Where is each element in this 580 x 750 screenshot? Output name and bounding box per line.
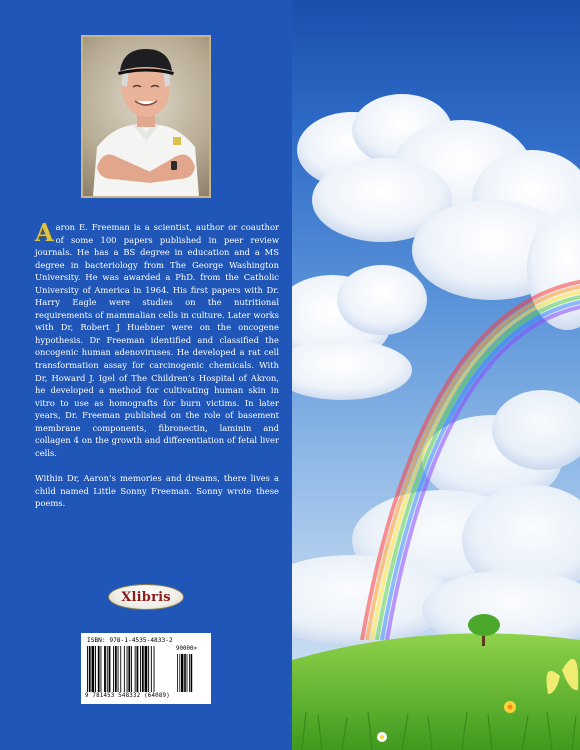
barcode-bar bbox=[142, 646, 144, 692]
barcode-bar bbox=[154, 646, 155, 692]
barcode-bar bbox=[104, 646, 106, 692]
barcode-addon-digits: (64089) bbox=[144, 693, 170, 699]
barcode-addon-bar bbox=[181, 654, 183, 692]
barcode-addon-bar bbox=[179, 654, 180, 692]
bio-paragraph-2: Within Dr, Aaron’s memories and dreams, there lives a child named Little Sonny Freeman. Sonny wrote these poems. bbox=[35, 473, 279, 509]
barcode-bar bbox=[124, 646, 125, 692]
barcode-bar bbox=[131, 646, 132, 692]
barcode-addon-label: 90000> bbox=[176, 646, 197, 652]
sky-rainbow-illustration bbox=[292, 0, 580, 750]
barcode-bar bbox=[127, 646, 128, 692]
barcode-bar bbox=[107, 646, 108, 692]
barcode-addon-bar bbox=[189, 654, 190, 692]
barcode-bar bbox=[92, 646, 95, 692]
barcode-bar bbox=[135, 646, 136, 692]
bio-paragraph-1-text: aron E. Freeman is a scientist, author or coauthor of some 100 papers published in peer review journals. He has a BS degree in education and a MS degree in bacteriology from The George Washington University. He was awarded a PhD. from the Catholic University of America in 1964. His first papers with Dr. Harry Eagle were studies on the nutritional requirements of mammalian cells in culture. Later works with Dr, Robert J Huebner were on the oncogene hypothesis. Dr Freeman identified and classified the oncogenic human adenoviruses. He developed a rat cell transformation assay for carcinogenic chemicals. With Dr, Howard J. Igel of The Children’s Hospital of Akron, he developed a method for cultivating human skin in vitro to use as homografts for burn victims. In later years, Dr. Freeman published on the role of basement membrane components, fibronectin, laminin and collagen 4 on the growth and differentiation of fetal liver cells. bbox=[35, 222, 279, 458]
barcode-addon-bar bbox=[191, 654, 193, 692]
publisher-logo bbox=[108, 584, 184, 610]
barcode-bar bbox=[101, 646, 102, 692]
author-photo-frame bbox=[81, 35, 211, 198]
isbn-barcode bbox=[81, 633, 211, 704]
sky-scene bbox=[292, 0, 580, 750]
author-bio bbox=[35, 218, 279, 523]
grass-hill bbox=[292, 633, 580, 750]
barcode-bar bbox=[109, 646, 111, 692]
barcode-bar bbox=[128, 646, 130, 692]
flower-icon bbox=[504, 701, 516, 713]
publisher-logo-text: Xlibris bbox=[121, 589, 171, 605]
barcode-bar bbox=[120, 646, 121, 692]
cloud-middle bbox=[292, 265, 427, 400]
barcode-bar bbox=[145, 646, 148, 692]
barcode-addon-bar bbox=[187, 654, 188, 692]
barcode-digits bbox=[85, 693, 170, 699]
barcode-bar bbox=[140, 646, 141, 692]
barcode-bars bbox=[87, 646, 205, 694]
bio-paragraph-1 bbox=[35, 218, 279, 459]
drop-cap-letter: A bbox=[35, 218, 54, 247]
barcode-addon-bar bbox=[177, 654, 178, 692]
flower-icon bbox=[377, 732, 387, 742]
author-photo bbox=[83, 37, 209, 196]
isbn-number: ISBN: 978-1-4535-4833-2 bbox=[87, 637, 173, 644]
barcode-bar bbox=[87, 646, 88, 692]
barcode-bar bbox=[151, 646, 152, 692]
cloud-lower bbox=[292, 390, 580, 650]
barcode-addon-bar bbox=[184, 654, 186, 692]
barcode-bar bbox=[115, 646, 117, 692]
barcode-bar bbox=[89, 646, 91, 692]
author-portrait-illustration bbox=[83, 37, 209, 196]
barcode-main-digits: 9 781453 548332 bbox=[85, 693, 141, 699]
barcode-bar bbox=[137, 646, 139, 692]
barcode-bar bbox=[95, 646, 96, 692]
barcode-bar bbox=[98, 646, 100, 692]
barcode-bar bbox=[148, 646, 149, 692]
barcode-bar bbox=[113, 646, 114, 692]
barcode-bar bbox=[118, 646, 119, 692]
